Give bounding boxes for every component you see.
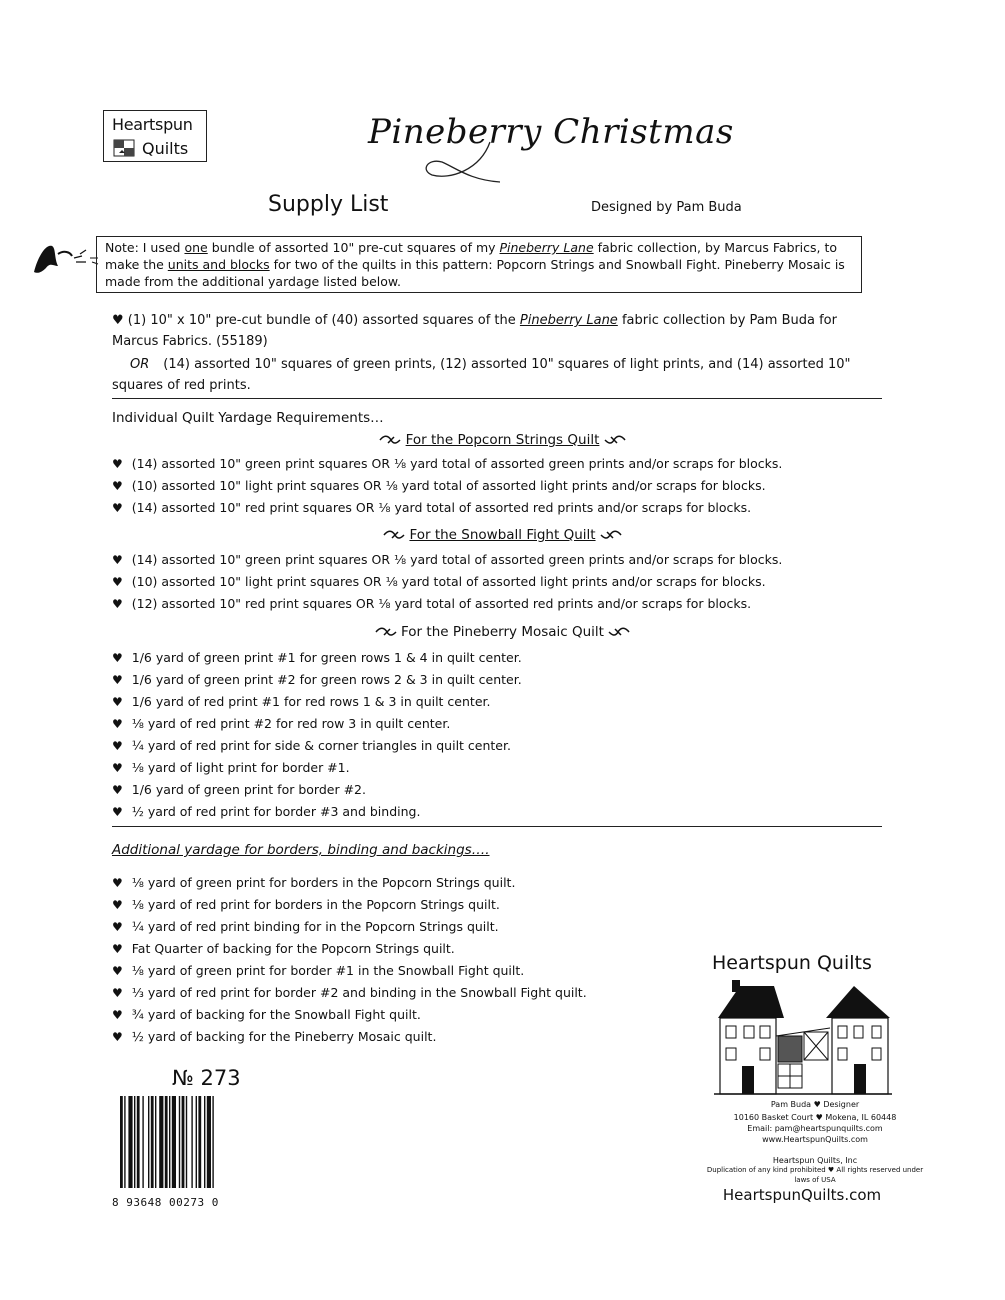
bundle-text-b: fabric collection by Pam Buda for Marcus Fabrics. (55189) (112, 313, 837, 349)
brand-name: Heartspun Quilts (712, 952, 872, 974)
heartspun-logo-small (103, 110, 207, 162)
list-item (112, 960, 587, 982)
heart-icon: ♥ (112, 942, 123, 956)
list-item (112, 872, 587, 894)
heart-icon: ♥ (112, 783, 123, 797)
note-text-d: for two of the quilts in this pattern: Popcorn Strings and Snowball Fight. Pineberry Mosaic is made from the additional yardage listed below. (105, 257, 845, 289)
copyright-line-1: Heartspun Quilts, Inc (772, 1156, 858, 1165)
requirements-heading: Individual Quilt Yardage Requirements… (112, 410, 384, 426)
item-text: ¼ yard of red print binding for in the Popcorn Strings quilt. (131, 919, 499, 934)
list-item (112, 982, 587, 1004)
designer-credit: Designed by Pam Buda (591, 200, 742, 215)
or-alternative (112, 354, 872, 396)
catalog-number: № 273 (172, 1066, 241, 1090)
item-text: ⅛ yard of red print for borders in the Popcorn Strings quilt. (131, 897, 500, 912)
list-item (112, 549, 782, 571)
item-text: ½ yard of backing for the Pineberry Mosaic quilt. (131, 1029, 437, 1044)
additional-heading: Additional yardage for borders, binding and backings…. (112, 842, 490, 858)
or-text: (14) assorted 10" squares of green prints, (12) assorted 10" squares of light prints, and (14) assorted 10" squares of red prints. (112, 357, 851, 393)
item-text: 1/6 yard of green print for border #2. (131, 782, 366, 797)
list-item (112, 1004, 587, 1026)
item-text: 1/6 yard of green print #1 for green rows 1 & 4 in quilt center. (131, 650, 522, 665)
list-item (112, 938, 587, 960)
heart-icon: ♥ (112, 1008, 123, 1022)
heart-icon: ♥ (112, 898, 123, 912)
note-collection: Pineberry Lane (499, 240, 594, 255)
designer-line: Pam Buda ♥ Designer (770, 1100, 860, 1109)
or-label: OR (130, 357, 150, 372)
section-title: For the Snowball Fight Quilt (409, 527, 596, 543)
heart-icon: ♥ (112, 575, 123, 589)
list-item (112, 894, 587, 916)
section-heading-popcorn (0, 432, 1005, 448)
heart-icon: ♥ (112, 597, 123, 611)
list-item (112, 757, 522, 779)
barcode-icon (118, 1096, 268, 1188)
copyright-line-2: Duplication of any kind prohibited ♥ All rights reserved under laws of USA (706, 1166, 924, 1184)
heart-icon: ♥ (112, 553, 123, 567)
note-units: units and blocks (167, 257, 270, 272)
section-heading-snowball (0, 527, 1005, 543)
ornament-left-icon (379, 435, 401, 445)
heart-icon: ♥ (112, 805, 123, 819)
item-text: (12) assorted 10" red print squares OR ⅛ yard total of assorted red prints and/or scraps for blocks. (131, 596, 752, 611)
houses-logo-icon (714, 978, 892, 1098)
section-heading-mosaic (0, 624, 1005, 640)
bundle-collection: Pineberry Lane (519, 313, 618, 328)
mosaic-items (112, 647, 522, 823)
email-line: Email: pam@heartspunquilts.com (747, 1124, 883, 1133)
item-text: 1/6 yard of red print #1 for red rows 1 & 3 in quilt center. (131, 694, 491, 709)
logo-line-2: Quilts (142, 139, 189, 158)
bundle-item (112, 310, 872, 352)
item-text: (14) assorted 10" green print squares OR ⅛ yard total of assorted green prints and/or scraps for blocks. (131, 552, 783, 567)
item-text: ⅓ yard of red print for border #2 and binding in the Snowball Fight quilt. (131, 985, 587, 1000)
heart-icon: ♥ (112, 479, 123, 493)
item-text: (10) assorted 10" light print squares OR ⅛ yard total of assorted light prints and/or scraps for blocks. (131, 478, 766, 493)
item-text: 1/6 yard of green print #2 for green rows 2 & 3 in quilt center. (131, 672, 522, 687)
popcorn-items (112, 453, 782, 519)
item-text: ⅛ yard of red print #2 for red row 3 in quilt center. (131, 716, 451, 731)
logo-line-1: Heartspun (112, 115, 193, 134)
bundle-text-a: ♥ (1) 10" x 10" pre-cut bundle of (40) assorted squares of the (112, 313, 520, 328)
note-text-b: bundle of assorted 10" pre-cut squares of my (207, 240, 500, 255)
ornament-left-icon (375, 627, 397, 637)
item-text: ¾ yard of backing for the Snowball Fight quilt. (131, 1007, 421, 1022)
address-line: 10160 Basket Court ♥ Mokena, IL 60448 (733, 1113, 897, 1122)
item-text: (14) assorted 10" red print squares OR ⅛ yard total of assorted red prints and/or scraps for blocks. (131, 500, 752, 515)
item-text: (10) assorted 10" light print squares OR ⅛ yard total of assorted light prints and/or scraps for blocks. (131, 574, 766, 589)
heart-icon: ♥ (112, 964, 123, 978)
list-item (112, 713, 522, 735)
heart-icon: ♥ (112, 457, 123, 471)
heart-icon: ♥ (112, 876, 123, 890)
heart-icon: ♥ (112, 717, 123, 731)
item-text: Fat Quarter of backing for the Popcorn Strings quilt. (131, 941, 455, 956)
list-item (112, 593, 782, 615)
title-swirl-icon (420, 140, 510, 200)
item-text: (14) assorted 10" green print squares OR ⅛ yard total of assorted green prints and/or scraps for blocks. (131, 456, 783, 471)
ornament-left-icon (383, 530, 405, 540)
ornament-right-icon (608, 627, 630, 637)
bird-icon (28, 236, 100, 280)
item-text: ⅛ yard of green print for borders in the Popcorn Strings quilt. (131, 875, 516, 890)
heart-icon: ♥ (112, 673, 123, 687)
heart-icon: ♥ (112, 920, 123, 934)
list-item (112, 571, 782, 593)
heart-icon: ♥ (112, 739, 123, 753)
patchwork-icon (113, 139, 135, 157)
item-text: ¼ yard of red print for side & corner triangles in quilt center. (131, 738, 511, 753)
list-item (112, 497, 782, 519)
note-box (96, 236, 862, 293)
ornament-right-icon (604, 435, 626, 445)
list-item (112, 453, 782, 475)
supply-list-heading: Supply List (268, 192, 389, 217)
heart-icon: ♥ (112, 501, 123, 515)
section-title: For the Pineberry Mosaic Quilt (401, 624, 604, 640)
website-url: HeartspunQuilts.com (722, 1186, 882, 1204)
divider (112, 398, 882, 399)
item-text: ⅛ yard of light print for border #1. (131, 760, 350, 775)
divider (112, 826, 882, 827)
barcode-digits: 8 93648 00273 0 (112, 1196, 219, 1209)
heart-icon: ♥ (112, 761, 123, 775)
note-text-a: Note: I used (105, 240, 185, 255)
list-item (112, 475, 782, 497)
list-item (112, 801, 522, 823)
heart-icon: ♥ (112, 695, 123, 709)
list-item (112, 1026, 587, 1048)
item-text: ½ yard of red print for border #3 and binding. (131, 804, 421, 819)
additional-items (112, 872, 587, 1048)
list-item (112, 691, 522, 713)
item-text: ⅛ yard of green print for border #1 in the Snowball Fight quilt. (131, 963, 525, 978)
ornament-right-icon (600, 530, 622, 540)
note-one: one (184, 240, 208, 255)
pattern-title: Pineberry Christmas (368, 112, 734, 152)
list-item (112, 916, 587, 938)
note-text-c: fabric collection, by Marcus Fabrics, to make the (105, 240, 838, 272)
heart-icon: ♥ (112, 651, 123, 665)
list-item (112, 735, 522, 757)
section-title: For the Popcorn Strings Quilt (405, 432, 600, 448)
list-item (112, 779, 522, 801)
heart-icon: ♥ (112, 1030, 123, 1044)
list-item (112, 669, 522, 691)
heart-icon: ♥ (112, 986, 123, 1000)
web-line-small: www.HeartspunQuilts.com (762, 1135, 868, 1144)
list-item (112, 647, 522, 669)
snowball-items (112, 549, 782, 615)
